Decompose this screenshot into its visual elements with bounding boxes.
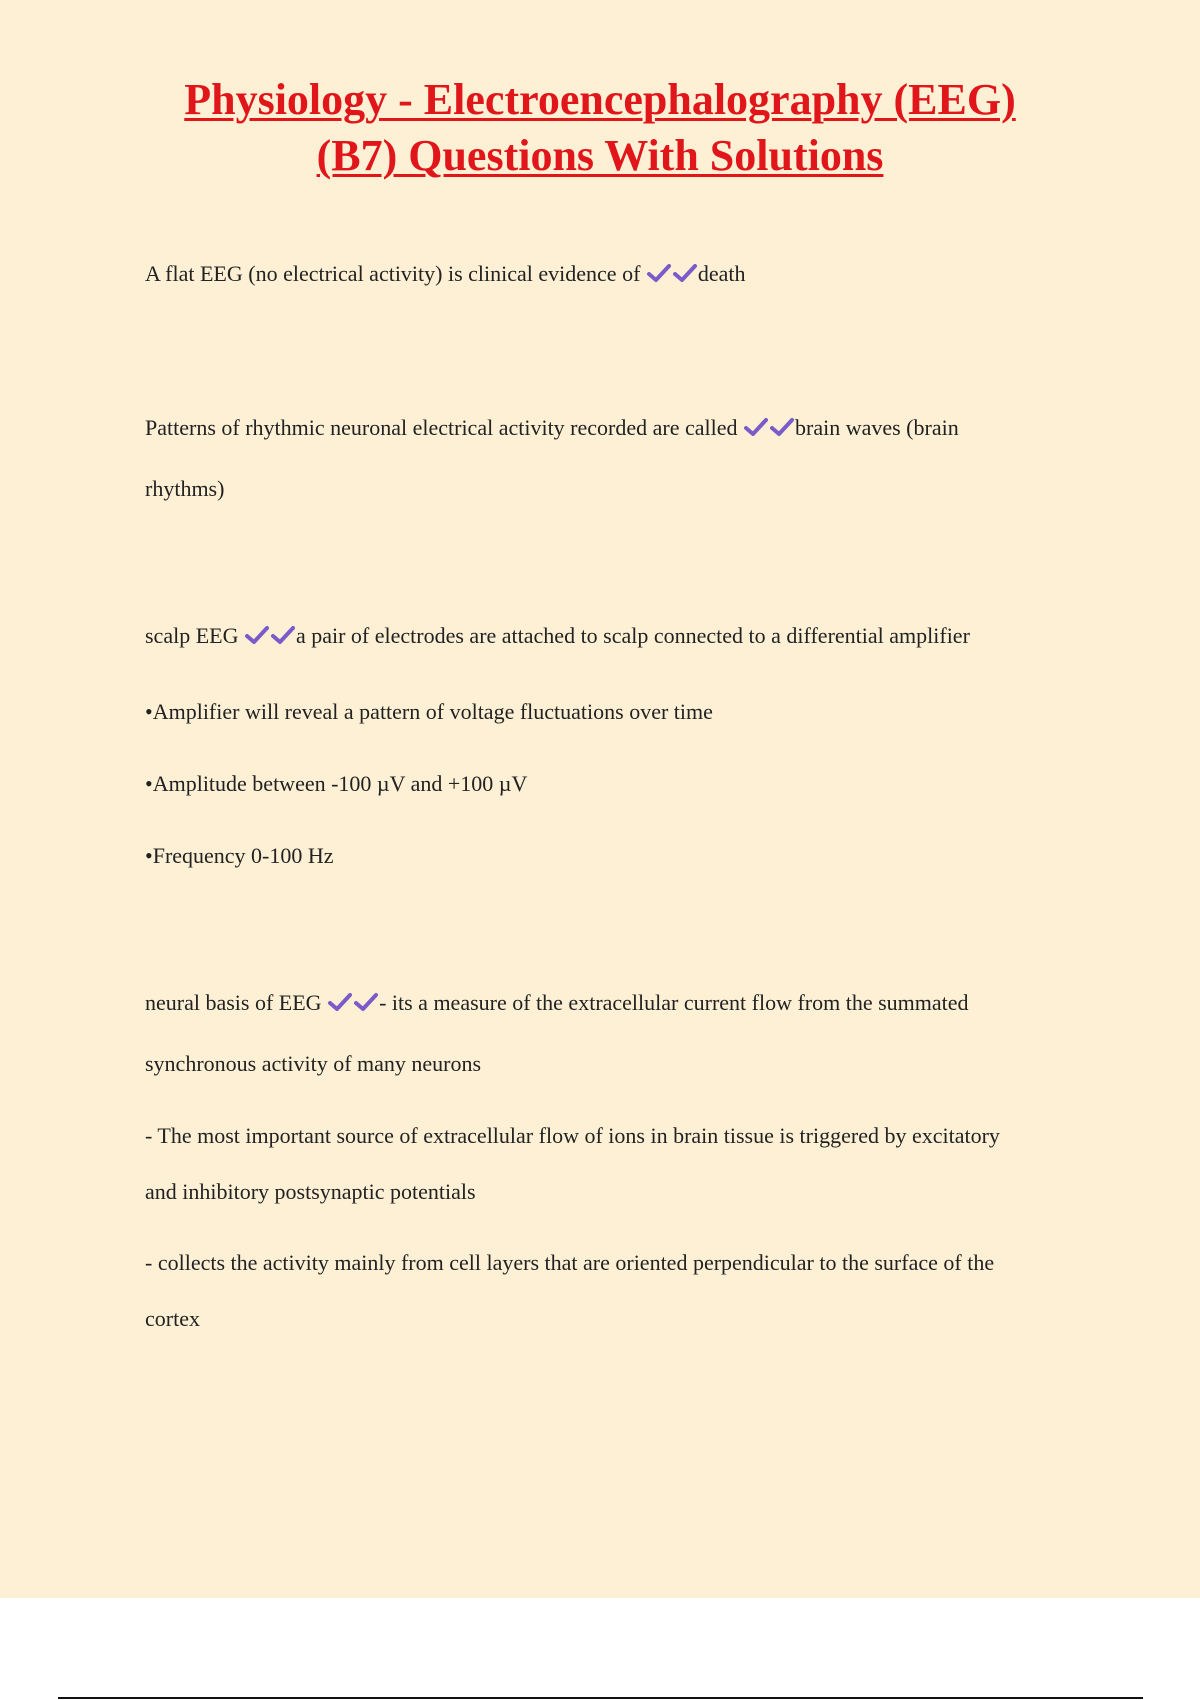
point-item-continued xyxy=(145,1161,1090,1222)
bullet-text: •Amplifier will reveal a pattern of voltage fluctuations over time xyxy=(145,699,713,724)
point-item-continued xyxy=(145,1288,1090,1349)
title-line-2: (B7) Questions With Solutions xyxy=(316,131,884,180)
bullet-text: •Amplitude between -100 µV and +100 µV xyxy=(145,771,528,796)
checkmark-icon xyxy=(672,262,698,284)
answer-text-continued: rhythms) xyxy=(145,476,225,501)
answer-text-continued: synchronous activity of many neurons xyxy=(145,1051,482,1076)
point-text-continued: and inhibitory postsynaptic potentials xyxy=(145,1179,476,1204)
question-text: A flat EEG (no electrical activity) is clinical evidence of xyxy=(145,261,641,286)
bullet-item xyxy=(145,753,1090,814)
question-text: neural basis of EEG xyxy=(145,990,322,1015)
answer-text: brain waves (brain xyxy=(795,415,959,440)
checkmark-icon xyxy=(327,991,353,1013)
checkmark-icon xyxy=(353,991,379,1013)
footer-divider xyxy=(58,1697,1143,1699)
page-title xyxy=(0,72,1200,184)
point-item xyxy=(145,1232,1090,1293)
checkmark-icon xyxy=(244,624,270,646)
point-text: - The most important source of extracellular flow of ions in brain tissue is triggered by excitatory xyxy=(145,1123,1000,1148)
title-line-1: Physiology - Electroencephalography (EEG) xyxy=(184,75,1016,124)
checkmark-icon xyxy=(646,262,672,284)
qa-item-4 xyxy=(145,972,1090,1033)
point-text-continued: cortex xyxy=(145,1306,200,1331)
bullet-item xyxy=(145,681,1090,742)
qa-item-3 xyxy=(145,605,1090,666)
point-item xyxy=(145,1105,1090,1166)
answer-text: - its a measure of the extracellular current flow from the summated xyxy=(379,990,969,1015)
bullet-item xyxy=(145,825,1090,886)
checkmark-icon xyxy=(769,416,795,438)
qa-item-4-continued xyxy=(145,1033,1090,1094)
question-text: Patterns of rhythmic neuronal electrical activity recorded are called xyxy=(145,415,738,440)
answer-text: death xyxy=(697,261,746,286)
point-text: - collects the activity mainly from cell layers that are oriented perpendicular to the surface of the xyxy=(145,1250,995,1275)
answer-text: a pair of electrodes are attached to scalp connected to a differential amplifier xyxy=(295,623,970,648)
qa-item-2 xyxy=(145,397,1090,458)
question-text: scalp EEG xyxy=(145,623,239,648)
bullet-text: •Frequency 0-100 Hz xyxy=(145,843,334,868)
checkmark-icon xyxy=(743,416,769,438)
qa-item-1 xyxy=(145,243,1090,304)
checkmark-icon xyxy=(270,624,296,646)
qa-item-2-continued xyxy=(145,458,1090,519)
